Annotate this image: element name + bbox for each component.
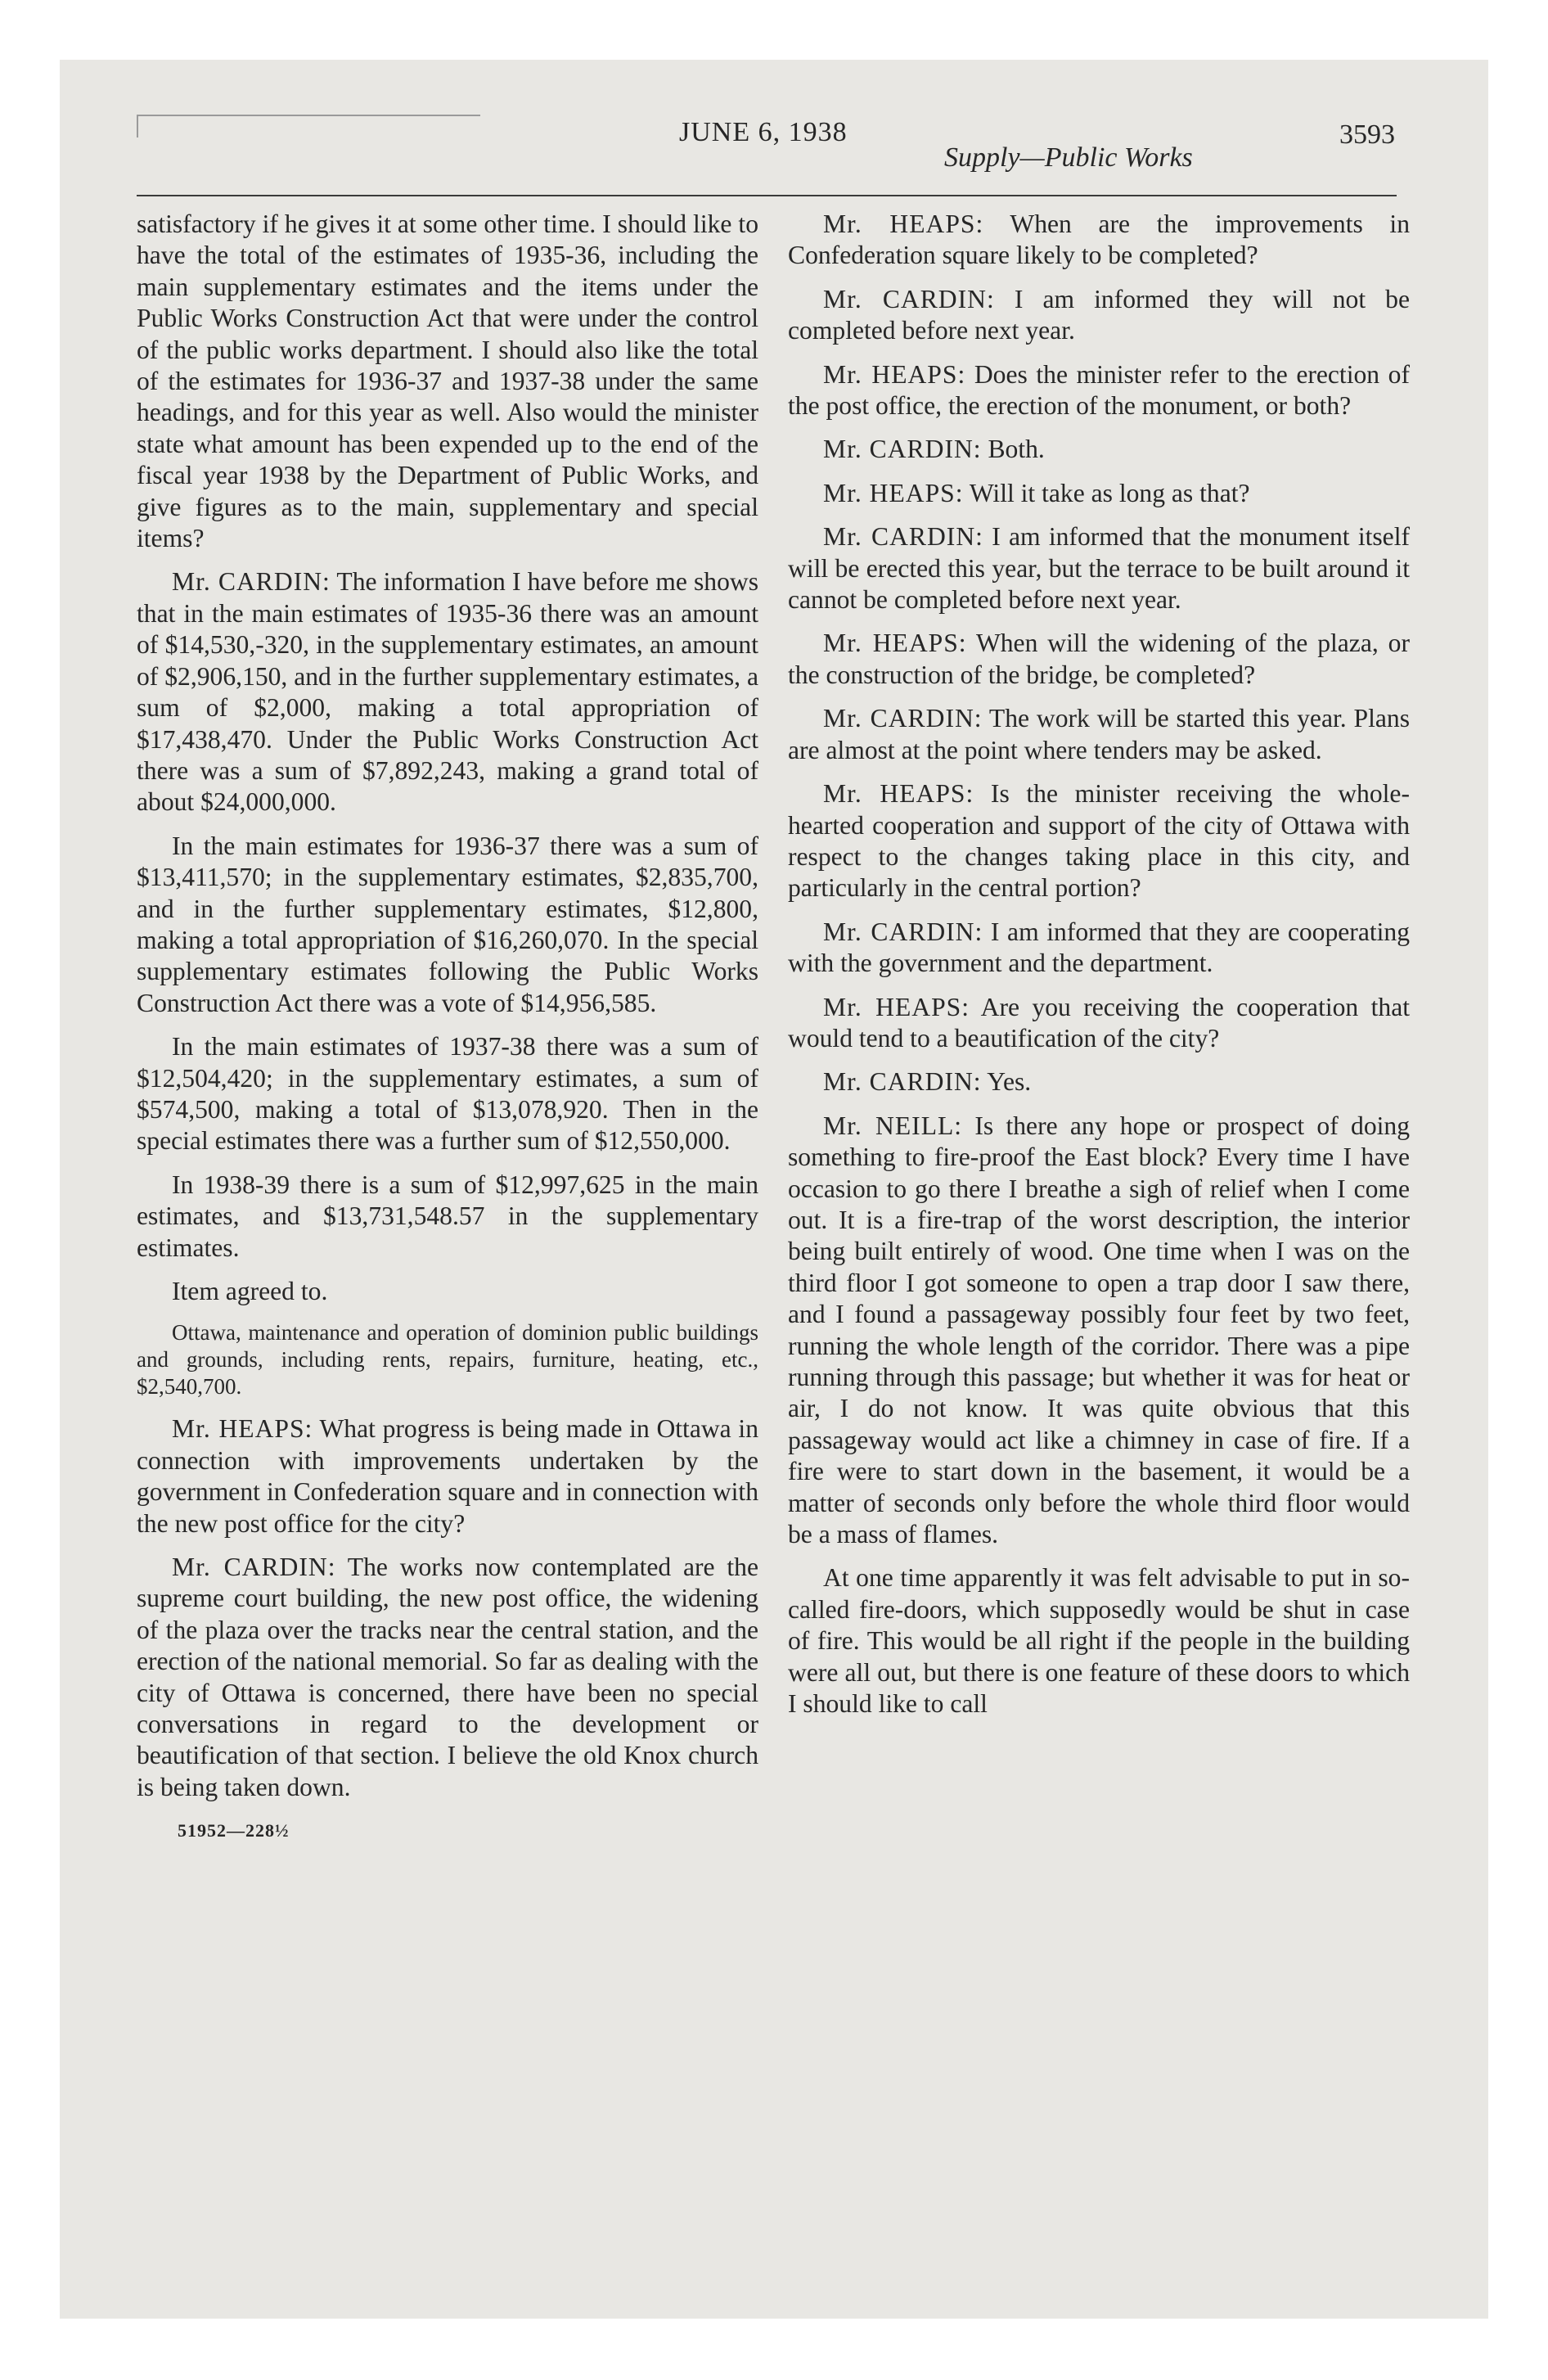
speaker-name: Mr. CARDIN: <box>823 1067 982 1097</box>
paragraph <box>788 992 1410 1055</box>
header-crop-marks <box>137 115 480 141</box>
speaker-name: Mr. CARDIN: <box>823 704 983 733</box>
speech-text: Will it take as long as that? <box>969 478 1250 507</box>
speaker-name: Mr. HEAPS: <box>823 629 967 658</box>
speaker-name: Mr. NEILL: <box>823 1111 963 1140</box>
speech-text: I am informed they will not be completed before next year. <box>788 284 1410 345</box>
speaker-name: Mr. CARDIN: <box>823 522 983 552</box>
speech-text: What progress is being made in Ottawa in connection with improvements undertaken by the government in Confederation square and in connection with the new post office for the city? <box>137 1414 758 1538</box>
paragraph <box>788 1111 1410 1551</box>
paragraph <box>788 521 1410 615</box>
paragraph <box>137 1413 758 1539</box>
speech-text: The works now contemplated are the supreme court building, the new post office, the widening of the plaza over the tracks near the central station, and the erection of the national memorial. So far as dealing with the city of Ottawa is concerned, there have been no special conversations in regard to the development or beautification of that section. I believe the old Knox church is being taken down. <box>137 1553 759 1801</box>
speaker-name: Mr. CARDIN: <box>172 567 331 597</box>
page-number: 3593 <box>1339 119 1395 150</box>
speaker-name: Mr. CARDIN: <box>823 917 983 946</box>
speaker-name: Mr. HEAPS: <box>823 992 970 1021</box>
speech-text: The work will be started this year. Plans are almost at the point where tenders may be asked. <box>788 704 1411 764</box>
paragraph <box>788 1066 1410 1098</box>
paragraph <box>788 703 1410 766</box>
paragraph: In 1938-39 there is a sum of $12,997,625 in the main estimates, and $13,731,548.57 in the supplementary estimates. <box>137 1170 758 1262</box>
speaker-name: Mr. HEAPS: <box>823 779 974 809</box>
paragraph: satisfactory if he gives it at some other time. I should like to have the total of the estimates of 1935-36, including the main supplementary estimates and the items under the Public Works Construction Act that were under the control of the public works department. I should also like the total of the estimates for 1936-37 and 1937-38 under the same headings, and for this year as well. Also would the minister state what amount has been expended up to the end of the fiscal year 1938 by the Department of Public Works, and give figures as to the main, supplementary and special items? <box>137 210 758 553</box>
right-column <box>788 209 1410 1732</box>
speech-text: The information I have before me shows that in the main estimates of 1935-36 there was an amount of $14,530,-320, in the supplementary estimates, an amount of $2,906,150, and in the further supplementary estimates, a sum of $2,000, making a total appropriation of $17,438,470. Under the Public Works Construction Act there was a sum of $7,892,243, making a grand total of about $24,000,000. <box>137 567 758 817</box>
paragraph <box>788 209 1410 272</box>
speaker-name: Mr. HEAPS: <box>823 210 984 238</box>
speaker-name: Mr. HEAPS: <box>172 1414 313 1444</box>
speech-text: Does the minister refer to the erection of the post office, the erection of the monument, or both? <box>788 359 1410 421</box>
page-section-title: Supply—Public Works <box>944 142 1193 173</box>
paragraph: Item agreed to. <box>172 1277 328 1305</box>
paragraph <box>788 778 1410 904</box>
speaker-name: Mr. CARDIN: <box>172 1553 336 1582</box>
paragraph <box>788 917 1410 980</box>
paragraph: In the main estimates of 1937-38 there was a sum of $12,504,420; in the supplementary estimates, a sum of $574,500, making a total of $13,078,920. Then in the special estimates there was a further sum of $12,550,000. <box>137 1032 758 1156</box>
page-date: JUNE 6, 1938 <box>679 117 848 147</box>
speech-text: I am informed that they are cooperating with the government and the department. <box>788 917 1410 978</box>
speech-text: When will the widening of the plaza, or the construction of the bridge, be completed? <box>788 629 1410 689</box>
paragraph <box>788 284 1410 347</box>
paragraph <box>788 628 1410 691</box>
speech-text: Is the minister receiving the whole-hearted cooperation and support of the city of Ottawa with respect to the changes taking place in this city, and particularly in the central portion? <box>788 779 1410 903</box>
speaker-name: Mr. CARDIN: <box>823 284 995 313</box>
paragraph <box>137 566 758 818</box>
speech-text: Is there any hope or prospect of doing something to fire-proof the East block? Every time I have occasion to go there I breathe a sigh of relief when I come out. It is a fire-trap of the worst description, the interior being built entirely of wood. One time when I was on the third floor I got someone to open a trap door I saw there, and I found a passageway possibly four feet by two feet, running the whole length of the corridor. There was a pipe running through this passage; but whether it was for heat or air, I do not know. It was quite obvious that this passageway would act like a chimney in case of fire. If a fire were to start down in the basement, it would be a matter of seconds only before the whole third floor would be a mass of flames. <box>788 1111 1410 1549</box>
speaker-name: Mr. HEAPS: <box>823 359 966 389</box>
speech-text: When are the improvements in Confederation square likely to be completed? <box>788 210 1411 270</box>
header-rule <box>137 195 1397 196</box>
left-column <box>137 209 758 1847</box>
speech-text: Yes. <box>987 1067 1032 1097</box>
speech-text: I am informed that the monument itself will be erected this year, but the terrace to be built around it cannot be completed before next year. <box>788 522 1410 615</box>
footer-code: 51952—228½ <box>178 1820 290 1841</box>
speech-text: Are you receiving the cooperation that would tend to a beautification of the city? <box>788 992 1410 1053</box>
estimate-item: Ottawa, maintenance and operation of dominion public buildings and grounds, including rents, repairs, furniture, heating, etc., $2,540,700. <box>137 1320 758 1400</box>
speech-text: Both. <box>988 435 1045 464</box>
paragraph: In the main estimates for 1936-37 there was a sum of $13,411,570; in the supplementary estimates, $2,835,700, and in the further supplementary estimates, $12,800, making a total appropriation of $16,260,070. In the special supplementary estimates following the Public Works Construction Act there was a vote of $14,956,585. <box>137 831 758 1017</box>
paragraph <box>788 434 1410 465</box>
speaker-name: Mr. HEAPS: <box>823 478 964 507</box>
paragraph: At one time apparently it was felt advisable to put in so-called fire-doors, which supposedly would be shut in case of fire. This would be all right if the people in the building were all out, but there is one feature of these doors to which I should like to call <box>788 1563 1410 1719</box>
paragraph <box>788 478 1410 509</box>
paragraph <box>137 1552 758 1803</box>
speaker-name: Mr. CARDIN: <box>823 435 982 464</box>
paragraph <box>788 359 1410 422</box>
